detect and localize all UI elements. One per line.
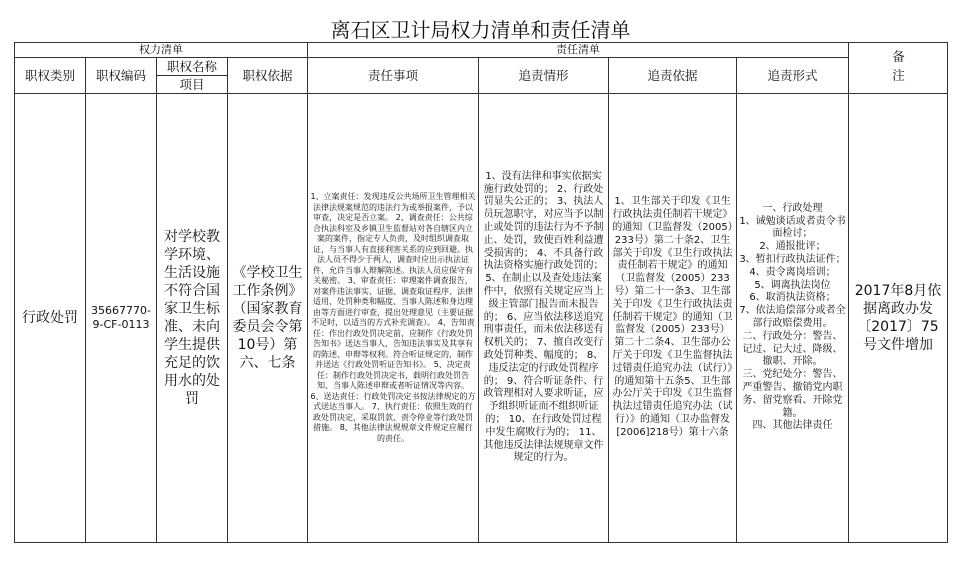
cell-accountability-basis: 1、卫生部关于印发《卫生行政执法责任制若干规定》的通知（卫监督发（2005）233号）第二十条2、卫生部关于印发《卫生行政执法责任制若干规定》的通知（卫监督发（2005）233号）第二十一条3、卫生部关于印发《卫生行政执法责任制若干规定》的通知（卫监督发（2005）233号）第二十二条4、卫生部办公厅关于印发《卫生监督执法过错责任追究办法（试行）》的通知第十五条5、卫生部办公厅关于印发《卫生监督执法过错责任追究办法（试行）》的通知（卫办监督发[2006]218号）第十六条 — [609, 94, 737, 543]
group-header-power: 权力清单 — [15, 43, 308, 58]
header-accountability-cases: 追责情形 — [479, 58, 609, 94]
cell-accountability-form: 一、行政处理 1、诫勉谈话或者责令书面检讨； 2、通报批评； 3、暂扣行政执法证件； 4、责令离岗培训； 5、调离执法岗位 6、取消执法资格； 7、依法追偿部分或者全部行政赔偿费用。 二、行政处分：警告、记过、记大过、降级、撤职、开除。 三、党纪处分：警告、严重警告、撤销党内职务、留党察看、开除党籍。 四、其他法律责任 — [737, 94, 849, 543]
header-name-top: 职权名称 — [157, 58, 228, 76]
table-row — [15, 94, 948, 543]
header-accountability-basis: 追责依据 — [609, 58, 737, 94]
cell-accountability-cases: 1、没有法律和事实依据实施行政处罚的； 2、行政处罚显失公正的； 3、执法人员玩忽职守，对应当予以制止或处罚的违法行为不予制止、处罚，致使百姓利益遭受损害的； 4、不具备行政执法资格实施行政处罚的； 5、在制止以及查处违法案件中，依照有关规定应当上级主管部门报告而未报告的； 6、应当依法移送追究刑事责任，而未依法移送有权机关的； 7、擅自改变行政处罚种类、幅度的； 8、违反法定的行政处罚程序的； 9、符合听证条件、行政管理相对人要求听证，应予组织听证而不组织听证的； 10、在行政处罚过程中发生腐败行为的； 11、其他违反法律法规规章文件规定的行为。 — [479, 94, 609, 543]
header-basis: 职权依据 — [228, 58, 308, 94]
header-duty-items: 责任事项 — [308, 58, 479, 94]
header-category: 职权类别 — [15, 58, 86, 94]
group-header-duty: 责任清单 — [308, 43, 849, 58]
cell-name: 对学校教学环境、生活设施不符合国家卫生标准、未向学生提供充足的饮用水的处罚 — [157, 94, 228, 543]
page-title: 离石区卫计局权力清单和责任清单 — [330, 18, 631, 42]
cell-category: 行政处罚 — [15, 94, 86, 543]
header-remark: 备注 — [849, 43, 948, 94]
header-name-bottom: 项目 — [157, 76, 228, 94]
cell-code: 35667770-9-CF-0113 — [86, 94, 157, 543]
header-accountability-form: 追责形式 — [737, 58, 849, 94]
power-duty-table — [14, 42, 948, 543]
cell-remark: 2017年8月依据离政办发〔2017〕75号文件增加 — [849, 94, 948, 543]
header-code: 职权编码 — [86, 58, 157, 94]
cell-basis: 《学校卫生工作条例》（国家教育委员会令第10号）第六、七条 — [228, 94, 308, 543]
cell-duty-items: 1、立案责任：发现违反公共场所卫生管理相关法律法规案规范的违法行为或举报案件，予以审查，决定是否立案。 2、调查责任：公共综合执法科室及乡镇卫生监督站对各自辖区内立案的案件，指定专人负责，及时组织调查取证，与当事人有直接利害关系的应到回避。执法人员不得少于两人，调查时应出示执法证件，允许当事人辩解陈述。执法人员应保守有关秘密。 3、审查责任：审理案件调查报告，对案件违法事实、证据、调查取证程序、法律适用、处罚种类和幅度、当事人陈述和身边理由等方面进行审查，提出处理意见（主要证据不足时，以适当的方式补充调查）。 4、告知责任：作出行政处罚决定前，应制作《行政处罚告知书》送达当事人，告知违法事实及其享有的陈述、申辩等权利。符合听证规定的，制作并送达《行政处罚听证告知书》。 5、决定责任：制作行政处罚决定书，载明行政处罚告知、当事人陈述申辩或者听证情况等内容。 6、送达责任：行政处罚决定书按法律规定的方式送达当事人。 7、执行责任：依照生效的行政处罚决定，采取罚款、责令停业等行政处罚措施。 8、其他法律法规规章文件规定应履行的责任。 — [308, 94, 479, 543]
